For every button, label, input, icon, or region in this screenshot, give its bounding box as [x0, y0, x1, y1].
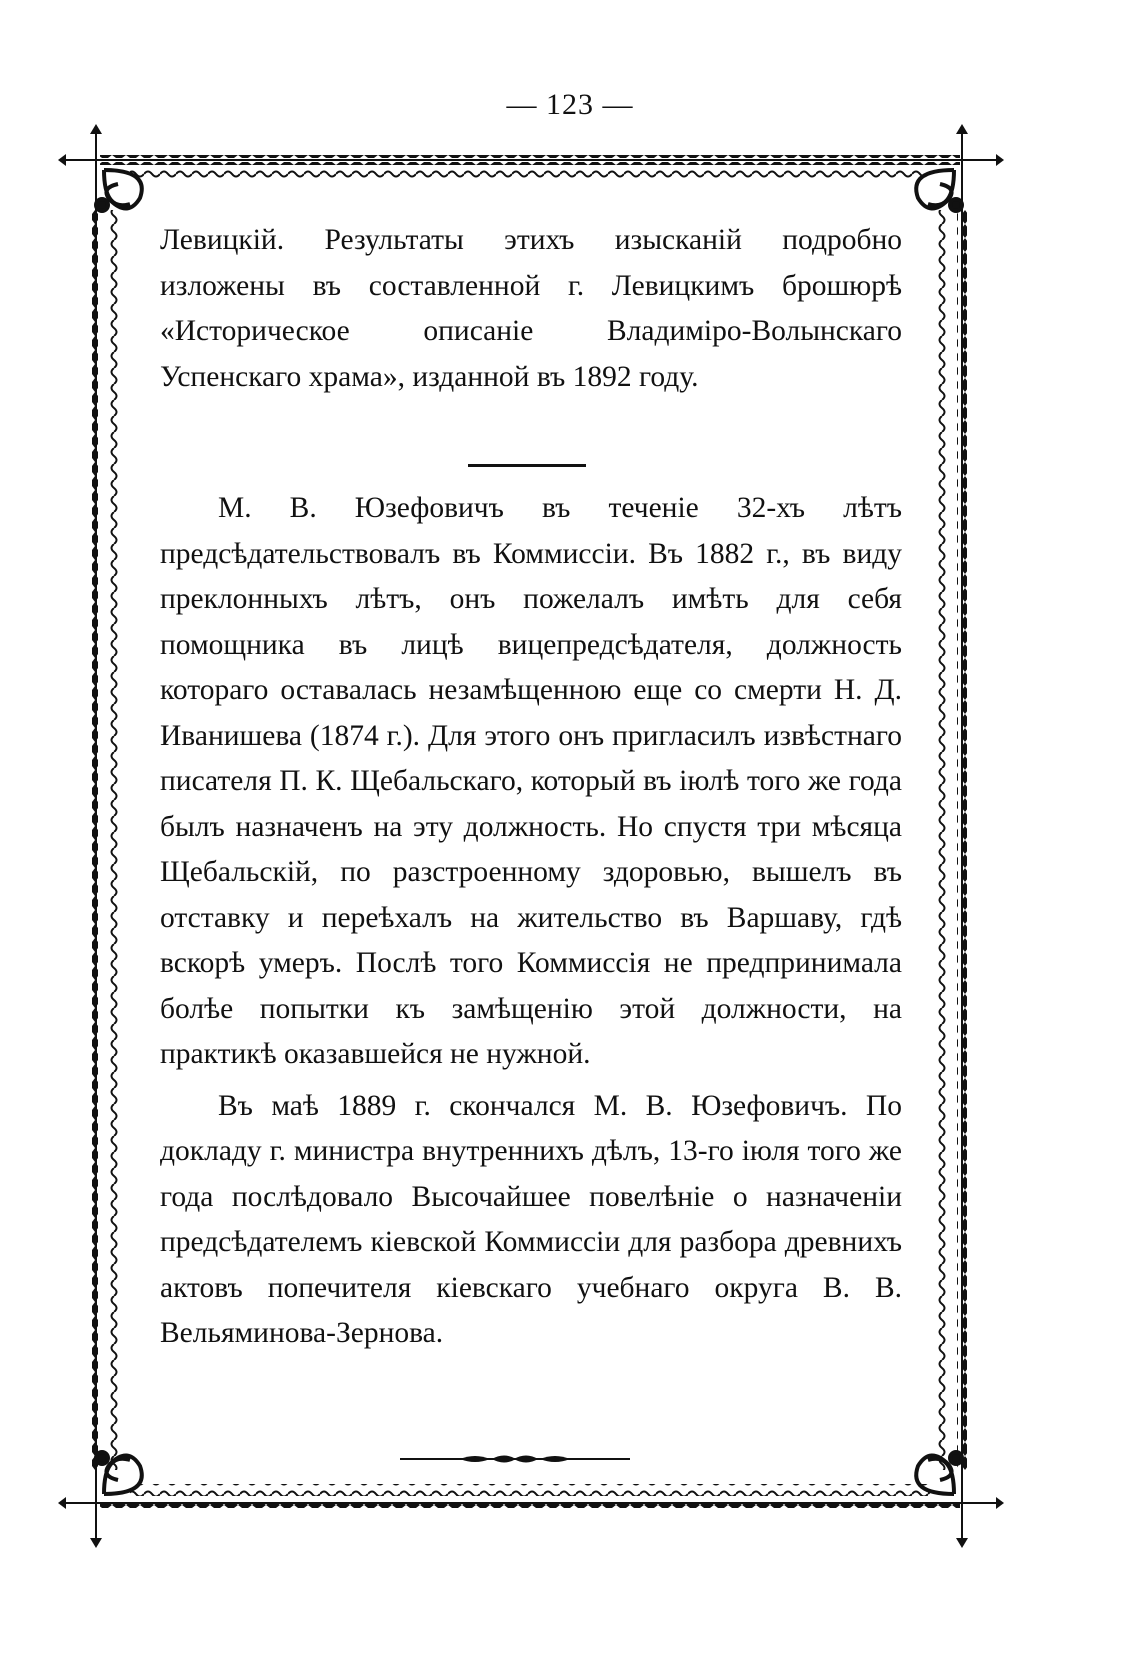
- section-divider: [468, 464, 586, 467]
- page-number: — 123 —: [506, 88, 634, 121]
- body-text: [160, 218, 902, 1357]
- tailpiece-ornament-icon: [400, 1452, 630, 1466]
- left-border: [91, 128, 120, 1545]
- paragraph: Въ маѣ 1889 г. скончался М. В. Юзефовичъ. По докладу г. министра внутреннихъ дѣлъ, 13-го іюля того же года послѣдовало Высочайшее повелѣніе о назначеніи предсѣдателемъ кіевской Коммиссіи для разбора древнихъ актовъ попечителя кіевскаго учебнаго округа В. В. Вельяминова-Зернова.: [160, 1089, 902, 1349]
- top-border: [62, 155, 1000, 178]
- scroll-corner-icon: [96, 1452, 142, 1494]
- scroll-corner-icon: [916, 170, 962, 211]
- scroll-corner-icon: [916, 1452, 962, 1494]
- scroll-corner-icon: [96, 170, 142, 211]
- paragraph: М. В. Юзефовичъ въ теченіе 32-хъ лѣтъ предсѣдательствовалъ въ Коммиссіи. Въ 1882 г., въ виду преклонныхъ лѣтъ, онъ пожелалъ имѣть для себя помощника въ лицѣ вицепредсѣдателя, должность котораго оставалась незамѣщенною еще со смерти Н. Д. Иванишева (1874 г.). Для этого онъ пригласилъ извѣстнаго писателя П. К. Щебальскаго, который въ іюлѣ того же года былъ назначенъ на эту должность. Но спустя три мѣсяца Щебальскій, по разстроенному здоровью, вышелъ въ отставку и переѣхалъ на жительство въ Варшаву, гдѣ вскорѣ умеръ. Послѣ того Коммиссія не предпринимала болѣе попытки къ замѣщенію этой должности, на практикѣ оказавшейся не нужной.: [160, 492, 902, 1070]
- paragraph: Левицкій. Результаты этихъ изысканій подробно изложены въ составленной г. Левицкимъ брошюрѣ «Историческое описаніе Владиміро-Волынскаго Успенскаго храма», изданной въ 1892 году.: [160, 224, 902, 393]
- bottom-border: [62, 1484, 1000, 1508]
- right-border: [938, 128, 967, 1545]
